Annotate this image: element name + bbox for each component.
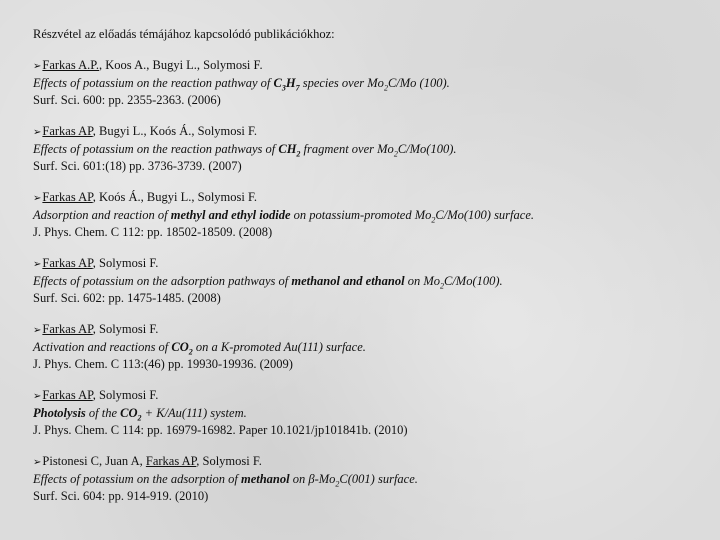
publication-title	[33, 141, 703, 158]
publication-entry	[33, 123, 703, 175]
highlighted-author: Farkas A.P.	[42, 58, 99, 72]
publication-entry	[33, 189, 703, 241]
citation: Surf. Sci. 604: pp. 914-919. (2010)	[33, 489, 209, 503]
title-text: + K/Au(111) system.	[141, 406, 247, 420]
publication-title	[33, 273, 703, 290]
title-text: on β-Mo	[289, 472, 336, 486]
subscript: 2	[393, 149, 398, 159]
title-text: C/Mo (100).	[387, 76, 450, 90]
title-text: C/Mo(100).	[444, 274, 503, 288]
title-text: fragment over Mo	[300, 142, 394, 156]
subscript: 2	[296, 149, 301, 159]
publication-title	[33, 471, 703, 488]
publication-entry	[33, 453, 703, 505]
authors-line	[33, 387, 703, 405]
authors-line	[33, 321, 703, 339]
publication-entry	[33, 321, 703, 373]
highlighted-author: Farkas AP	[42, 388, 93, 402]
subscript: 7	[295, 83, 300, 93]
authors-line	[33, 123, 703, 141]
citation: J. Phys. Chem. C 114: pp. 16979-16982. Paper 10.1021/jp101841b. (2010)	[33, 423, 408, 437]
title-text: of the	[85, 406, 121, 420]
bullet-arrow-icon: ➢	[33, 259, 42, 270]
authors-line	[33, 189, 703, 207]
publication-entry	[33, 255, 703, 307]
subscript: 2	[383, 83, 388, 93]
authors-line	[33, 453, 703, 471]
emphasized-term: CH	[278, 142, 297, 156]
publication-title	[33, 405, 703, 422]
emphasized-term: CO	[120, 406, 138, 420]
publication-entry	[33, 387, 703, 439]
co-authors: , Koos A., Bugyi L., Solymosi F.	[99, 58, 263, 72]
authors-line	[33, 255, 703, 273]
title-text: species over Mo	[299, 76, 384, 90]
subscript: 2	[137, 413, 142, 423]
title-text: Effects of potassium on the adsorption of	[33, 472, 241, 486]
publication-entry	[33, 57, 703, 109]
slide	[33, 26, 703, 519]
emphasized-term: C	[273, 76, 282, 90]
co-authors: , Koós Á., Bugyi L., Solymosi F.	[92, 190, 258, 204]
title-text: C/Mo(100) surface.	[435, 208, 534, 222]
page-title: Részvétel az előadás témájához kapcsolódó publikációkhoz:	[33, 27, 335, 41]
citation: J. Phys. Chem. C 113:(46) pp. 19930-19936. (2009)	[33, 357, 293, 371]
subscript: 2	[431, 215, 436, 225]
subscript: 2	[188, 347, 193, 357]
citation: Surf. Sci. 602: pp. 1475-1485. (2008)	[33, 291, 221, 305]
co-authors: , Solymosi F.	[92, 322, 159, 336]
co-authors: , Solymosi F.	[92, 256, 159, 270]
title-text: C/Mo(100).	[397, 142, 457, 156]
emphasized-term: CO	[171, 340, 189, 354]
emphasized-term: methanol and ethanol	[291, 274, 405, 288]
publication-title	[33, 75, 703, 92]
authors-line	[33, 57, 703, 75]
bullet-arrow-icon: ➢	[33, 391, 42, 402]
title-text: Adsorption and reaction of	[33, 208, 171, 222]
publication-title	[33, 339, 703, 356]
title-text: Effects of potassium on the reaction pathways of	[33, 142, 279, 156]
title-text: Effects of potassium on the reaction pathway of	[33, 76, 274, 90]
bullet-arrow-icon: ➢	[33, 61, 42, 72]
emphasized-term: Photolysis	[33, 406, 86, 420]
highlighted-author: Farkas AP	[42, 124, 93, 138]
bullet-arrow-icon: ➢	[33, 325, 42, 336]
bullet-arrow-icon: ➢	[33, 457, 42, 468]
co-authors: , Bugyi L., Koós Á., Solymosi F.	[92, 124, 258, 138]
citation: Surf. Sci. 600: pp. 2355-2363. (2006)	[33, 93, 221, 107]
highlighted-author: Farkas AP	[145, 454, 197, 468]
emphasized-term: methanol	[240, 472, 290, 486]
subscript: 3	[281, 83, 286, 93]
title-text: on a K-promoted Au(111) surface.	[192, 340, 366, 354]
bullet-arrow-icon: ➢	[33, 127, 42, 138]
title-text: Activation and reactions of	[33, 340, 172, 354]
title-text: C(001) surface.	[339, 472, 418, 486]
publication-list	[33, 57, 703, 505]
co-authors: , Solymosi F.	[92, 388, 159, 402]
co-authors: , Solymosi F.	[196, 454, 262, 468]
citation: J. Phys. Chem. C 112: pp. 18502-18509. (2008)	[33, 225, 273, 239]
title-text: on Mo	[404, 274, 440, 288]
citation: Surf. Sci. 601:(18) pp. 3736-3739. (2007)	[33, 159, 242, 173]
subscript: 2	[335, 479, 340, 489]
highlighted-author: Farkas AP	[42, 256, 93, 270]
title-text: Effects of potassium on the adsorption pathways of	[33, 274, 292, 288]
emphasized-term: methyl and ethyl iodide	[170, 208, 291, 222]
emphasized-term: H	[285, 76, 296, 90]
publication-title	[33, 207, 703, 224]
co-authors-lead: Pistonesi C, Juan A,	[42, 454, 146, 468]
highlighted-author: Farkas AP	[42, 190, 93, 204]
bullet-arrow-icon: ➢	[33, 193, 42, 204]
title-text: on potassium-promoted Mo	[290, 208, 432, 222]
highlighted-author: Farkas AP	[42, 322, 93, 336]
subscript: 2	[440, 281, 444, 291]
